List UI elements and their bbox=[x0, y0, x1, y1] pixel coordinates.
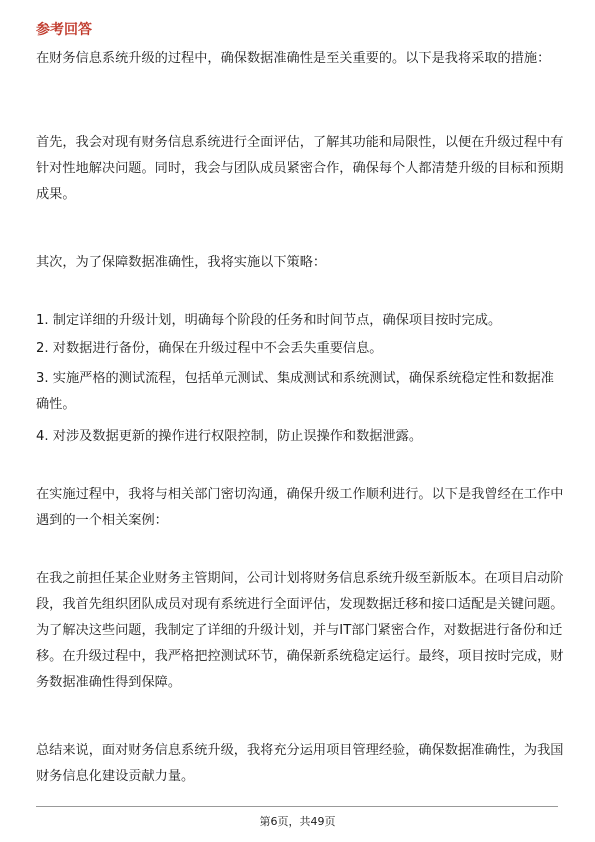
list-item: 2. 对数据进行备份，确保在升级过程中不会丢失重要信息。 bbox=[36, 341, 383, 356]
list-item: 4. 对涉及数据更新的操作进行权限控制，防止误操作和数据泄露。 bbox=[36, 429, 423, 444]
first-step-paragraph: 首先，我会对现有财务信息系统进行全面评估，了解其功能和局限性，以便在升级过程中有针对性地解决问题。同时，我会与团队成员紧密合作，确保每个人都清楚升级的目标和预期成果。 bbox=[36, 135, 564, 202]
footer-divider bbox=[36, 806, 558, 807]
section-heading: 参考回答 bbox=[36, 22, 92, 38]
strategy-intro-paragraph: 其次，为了保障数据准确性，我将实施以下策略： bbox=[36, 255, 327, 270]
list-item: 3. 实施严格的测试流程，包括单元测试、集成测试和系统测试，确保系统稳定性和数据准确性。 bbox=[36, 371, 554, 412]
summary-paragraph: 总结来说，面对财务信息系统升级，我将充分运用项目管理经验，确保数据准确性，为我国财务信息化建设贡献力量。 bbox=[36, 743, 564, 784]
case-paragraph: 在我之前担任某企业财务主管期间，公司计划将财务信息系统升级至新版本。在项目启动阶段，我首先组织团队成员对现有系统进行全面评估，发现数据迁移和接口适配是关键问题。为了解决这些问题，我制定了详细的升级计划，并与IT部门紧密合作，对数据进行备份和迁移。在升级过程中，我严格把控测试环节，确保新系统稳定运行。最终，项目按时完成，财务数据准确性得到保障。 bbox=[36, 571, 564, 690]
page-number: 第6页，共49页 bbox=[259, 815, 336, 828]
intro-paragraph: 在财务信息系统升级的过程中，确保数据准确性是至关重要的。以下是我将采取的措施： bbox=[36, 51, 551, 66]
communication-paragraph: 在实施过程中，我将与相关部门密切沟通，确保升级工作顺利进行。以下是我曾经在工作中遇到的一个相关案例： bbox=[36, 487, 564, 528]
list-item: 1. 制定详细的升级计划，明确每个阶段的任务和时间节点，确保项目按时完成。 bbox=[36, 313, 502, 328]
